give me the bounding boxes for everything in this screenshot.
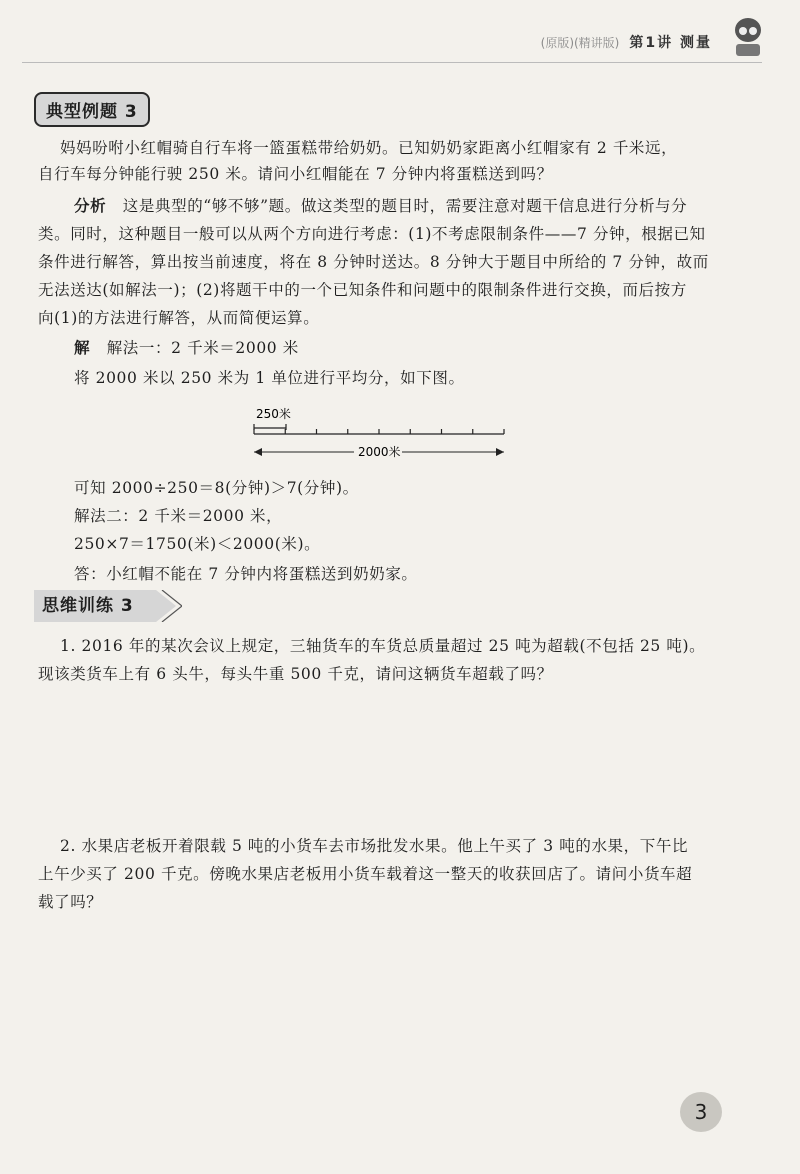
problem-line-1: 妈妈吩咐小红帽骑自行车将一篮蛋糕带给奶奶。已知奶奶家距离小红帽家有 2 千米远，	[60, 139, 678, 157]
analysis-line-1	[74, 194, 687, 216]
mascot-icon	[728, 14, 768, 58]
analysis-text-1: 这是典型的“够不够”题。做这类型的题目时，需要注意对题干信息进行分析与分	[122, 197, 688, 215]
arrow-right	[496, 448, 504, 456]
q2-line-3: 载了吗？	[38, 893, 103, 911]
distance-diagram	[250, 406, 510, 464]
solution1-text: 解法一：2 千米＝2000 米	[106, 339, 299, 357]
solution-label: 解	[74, 339, 91, 357]
segment-label: 250米	[256, 407, 291, 421]
series-title: (原版)(精讲版)	[540, 35, 620, 50]
analysis-line-2: 类。同时，这种题目一般可以从两个方向进行考虑：(1)不考虑限制条件——7 分钟，根据已知	[38, 225, 706, 243]
solution1-b: 将 2000 米以 250 米为 1 单位进行平均分，如下图。	[74, 369, 465, 387]
analysis-label: 分析	[74, 197, 107, 215]
tick-marks	[254, 429, 504, 434]
q2-line-1: 2. 水果店老板开着限载 5 吨的小货车去市场批发水果。他上午买了 3 吨的水果，下午比	[60, 837, 689, 855]
arrow-left	[254, 448, 262, 456]
solution2-b: 250×7＝1750(米)＜2000(米)。	[74, 535, 321, 553]
analysis-line-4: 无法送达(如解法一)；(2)将题干中的一个已知条件和问题中的限制条件进行交换，而后按方	[38, 281, 687, 299]
q2-line-2: 上午少买了 200 千克。傍晚水果店老板用小货车载着这一整天的收获回店了。请问小货车超	[38, 865, 693, 883]
running-header	[541, 32, 712, 52]
answer: 答：小红帽不能在 7 分钟内将蛋糕送到奶奶家。	[74, 565, 418, 583]
analysis-line-3: 条件进行解答，算出按当前速度，将在 8 分钟时送达。8 分钟大于题目中所给的 7 分钟，故而	[38, 253, 709, 271]
header-rule	[22, 62, 762, 63]
analysis-line-5: 向(1)的方法进行解答，从而简便运算。	[38, 309, 320, 327]
training-tag	[34, 590, 156, 622]
result1: 可知 2000÷250＝8(分钟)＞7(分钟)。	[74, 479, 359, 497]
q1-line-2: 现该类货车上有 6 头牛，每头牛重 500 千克，请问这辆货车超载了吗？	[38, 665, 553, 683]
segment-bracket	[254, 424, 286, 430]
q1-line-1: 1. 2016 年的某次会议上规定，三轴货车的车货总质量超过 25 吨为超载(不包括 25 吨)。	[60, 637, 706, 655]
training-tag-label: 思维训练 3	[42, 596, 134, 616]
chapter-title: 第1讲 测量	[629, 35, 712, 51]
page-number: 3	[680, 1092, 722, 1132]
training-tag-outline	[156, 590, 182, 622]
solution2: 解法二：2 千米＝2000 米，	[74, 507, 283, 525]
example-tag: 典型例题 3	[34, 92, 150, 127]
total-label: 2000米	[358, 445, 401, 459]
problem-line-2: 自行车每分钟能行驶 250 米。请问小红帽能在 7 分钟内将蛋糕送到吗？	[38, 165, 553, 183]
solution-line-1	[74, 336, 299, 358]
